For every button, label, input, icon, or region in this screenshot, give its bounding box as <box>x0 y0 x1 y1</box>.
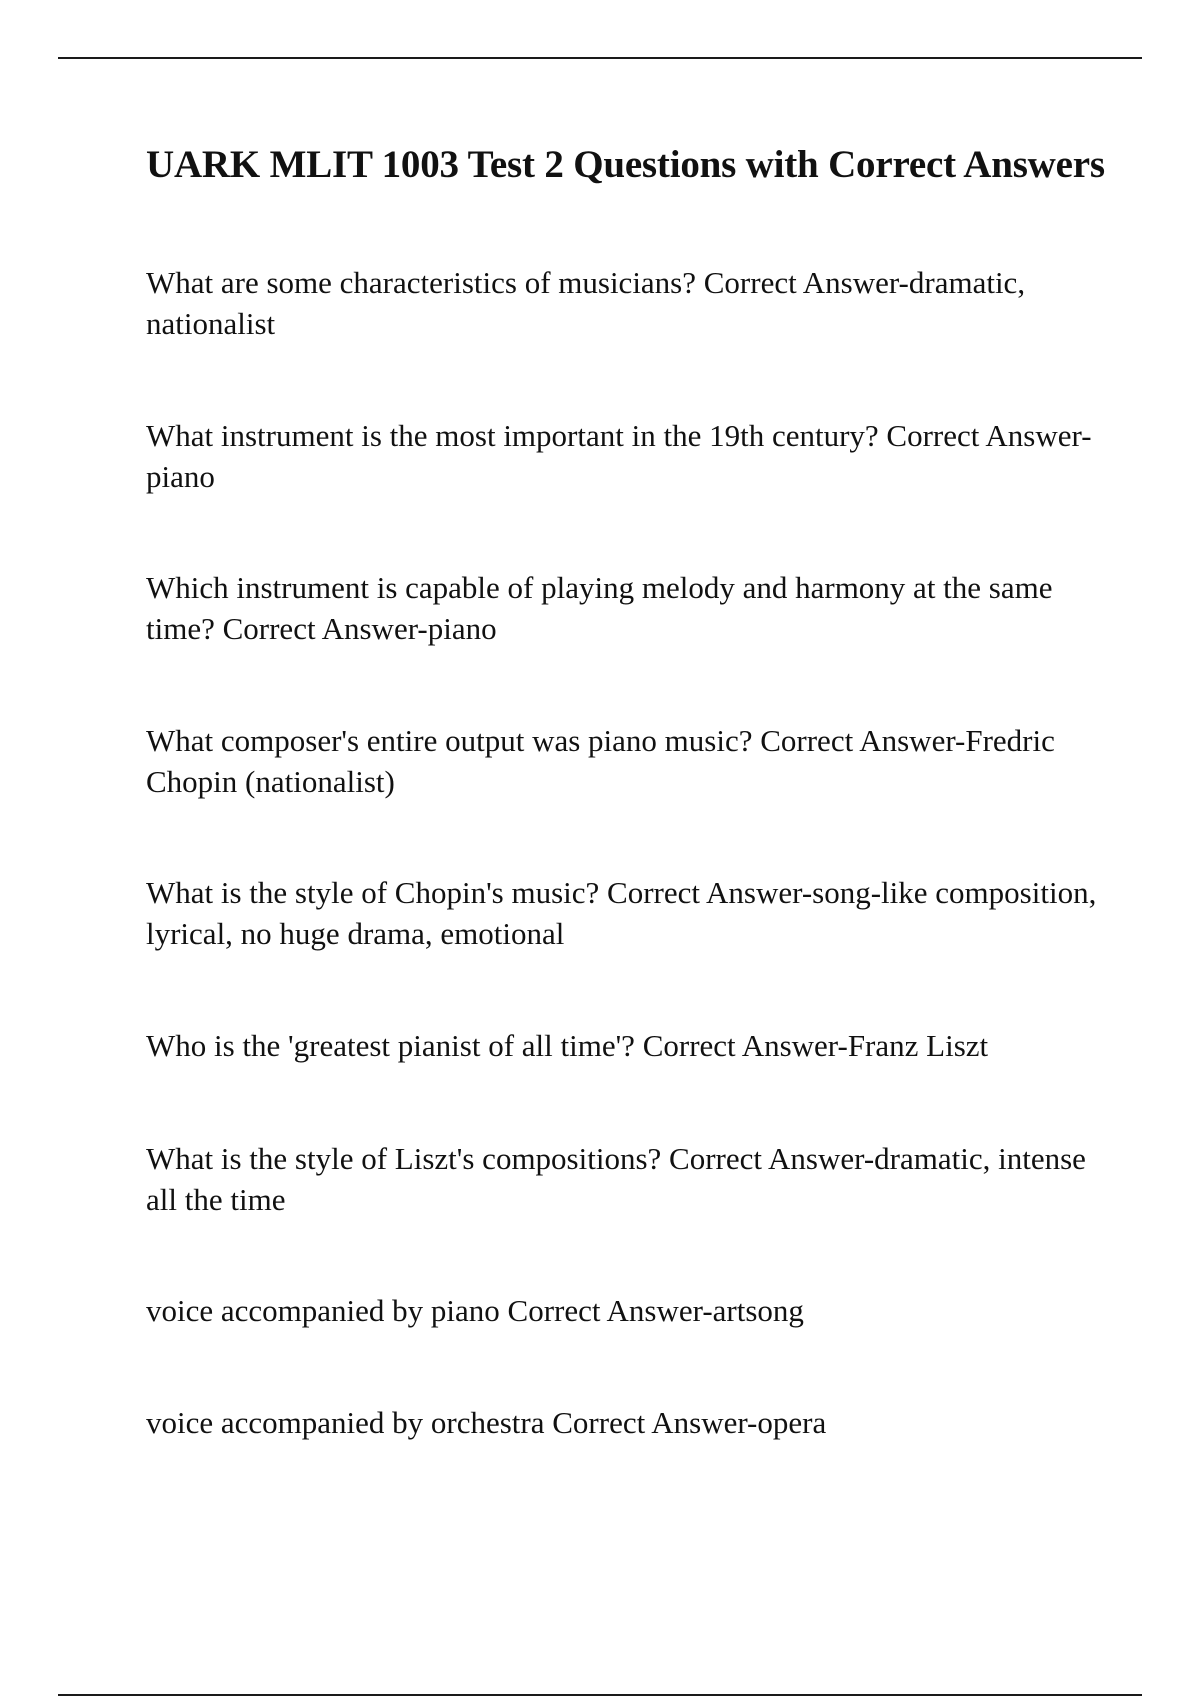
bottom-rule <box>58 1694 1142 1696</box>
qa-item: What are some characteristics of musicians? Correct Answer-dramatic, nationalist <box>146 265 1026 341</box>
qa-item: Who is the 'greatest pianist of all time'? Correct Answer-Franz Liszt <box>146 1028 989 1063</box>
qa-item: What composer's entire output was piano music? Correct Answer-Fredric Chopin (nationalist) <box>146 723 1055 799</box>
qa-item: voice accompanied by piano Correct Answer-artsong <box>146 1293 804 1328</box>
document-body <box>146 140 1106 1440</box>
top-rule <box>58 57 1142 59</box>
qa-item: What is the style of Liszt's compositions? Correct Answer-dramatic, intense all the time <box>146 1141 1086 1217</box>
page-title: UARK MLIT 1003 Test 2 Questions with Correct Answers <box>146 143 1105 186</box>
qa-item: voice accompanied by orchestra Correct Answer-opera <box>146 1405 827 1440</box>
qa-item: What is the style of Chopin's music? Correct Answer-song-like composition, lyrical, no huge drama, emotional <box>146 875 1097 951</box>
qa-item: What instrument is the most important in the 19th century? Correct Answer-piano <box>146 418 1092 494</box>
qa-item: Which instrument is capable of playing melody and harmony at the same time? Correct Answer-piano <box>146 570 1053 646</box>
